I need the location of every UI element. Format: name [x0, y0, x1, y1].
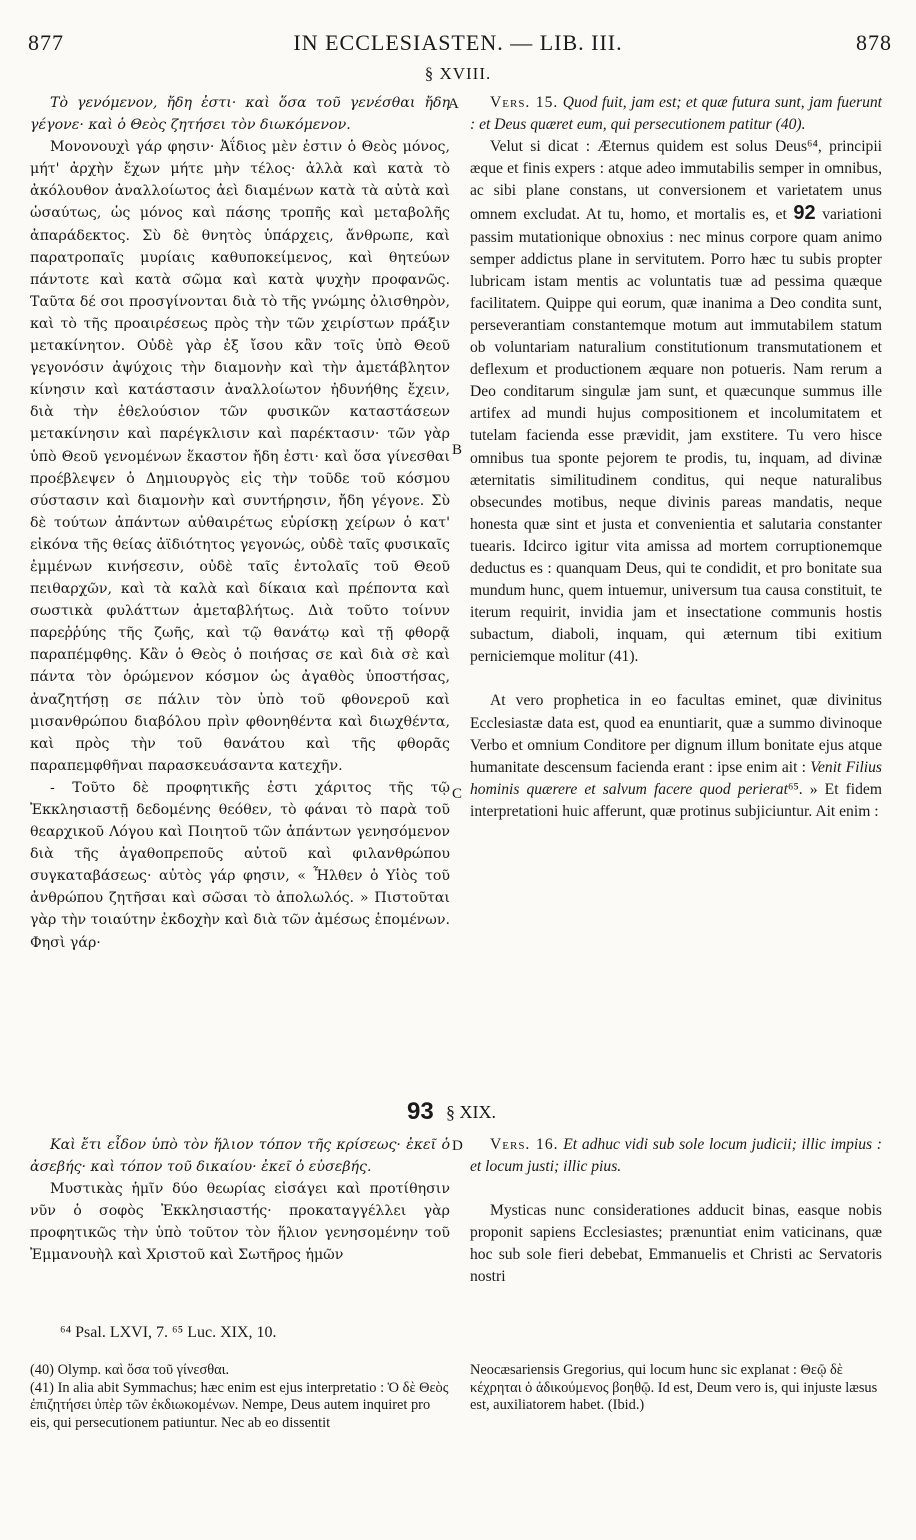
latin-paragraph-1: [470, 136, 882, 668]
section-heading-18: § XVIII.: [424, 64, 492, 83]
greek-paragraph-1: Μονονουχὶ γάρ φησιν· Ἀΐδιος μὲν ἐστιν ὁ Θεὸς μόνος, μήτ' ἀρχὴν ἔχων μήτε μὴν τέλος· ἀλλὰ καὶ κατὰ τὸ ἀκόλουθον ἀναλλοίωτος ἀεὶ διαμένων κατὰ τὰ αὐτὰ καὶ ὡσαύτως, ὡς μόνος καὶ πάσης τροπῆς καὶ μεταβολῆς ἀπαράδεκτος. Σὺ δὲ θνητὸς ὑπάρχεις, ἄνθρωπε, καὶ παρατροπαῖς μυρίαις καθυποκείμενος, καὶ θητεύων πάντοτε καὶ κατὰ σῶμα καὶ κατὰ ψυχὴν προφανῶς. Ταῦτα δέ σοι προσγίνονται διὰ τὸ τῆς γνώμης ὀλισθηρὸν, καὶ τὸ τῆς προαιρέσεως πρὸς τὴν τῶν χειρίστων πράξιν μετακίνητον. Οὐδὲ γὰρ ἐξ ἴσου κἂν τοῖς ὑπὸ Θεοῦ γεγονόσιν ἀψύχοις τὴν διαμονὴν καὶ τὴν ἀμετάβλητον κίνησιν καὶ κατάστασιν ἀναλλοίωτον ἠδυνήθης ἔχειν, διὰ τὴν ἐθελούσιον τῶν φυσικῶν καταστάσεων μετακίνησιν καὶ παρέγκλισιν καὶ παρέκτασιν· τῶν γὰρ ὑπὸ Θεοῦ γενομένων ἕκαστον ἤδη ἐστι· καὶ ὅσα γίνεσθαι προέβλεψεν ὁ Δημιουργὸς εἰς τὴν τοῦδε τοῦ κόσμου σύστασιν καὶ διαμονὴν καὶ συντήρησιν, ἤδη γέγονε. Σὺ δὲ τούτων ἁπάντων αὐθαιρέτως εὑρίσκῃ χείρων ὁ κατ' εἰκόνα τῆς θείας ἀϊδιότητος γεγονώς, οὐδὲ ταῖς φυσικαῖς ἐμμένων κινήσεσιν, οὐδὲ ταῖς ἐντολαῖς τοῦ Θεοῦ πειθαρχῶν, καὶ τὰ καλὰ καὶ δίκαια καὶ πρέποντα καὶ σωστικὰ φυλάττων ἀμεταβλήτως. Διὰ τοῦτο τοίνυν παρεῤῥύης τῆς ζωῆς, καὶ τῷ θανάτῳ καὶ τῇ φθορᾷ παραπέμφθης. Κἂν ὁ Θεὸς ὁ ποιήσας σε καὶ διὰ σὲ καὶ πάντα τὸν ὁρώμενον κόσμον ὡς ἀγαθὸς ὑποστήσας, ἀναζητήσῃ σε πάλιν τὸν ὑπὸ τοῦ φθονεροῦ καὶ μισανθρώπου διαβόλου πρὶν φθονηθέντα καὶ διωχθέντα, καὶ πρὸς τὴν τοῦ θανάτου καὶ τῆς φθορᾶς παραπεμφθῆναι παρασκευάσαντα κατεχῆν.: [30, 139, 450, 774]
greek-lemma-18: Τὸ γενόμενον, ἤδη ἐστι· καὶ ὅσα τοῦ γενέσθαι ἤδη γέγονε· καὶ ὁ Θεὸς ζητήσει τὸν διωκόμενον.: [30, 95, 450, 134]
section-heading-19: § XIX.: [446, 1102, 496, 1122]
latin-paragraph-2-text: At vero prophetica in eo facultas eminet, quæ divinitus Ecclesiastæ data est, quod ea enuntiarit, quæ a summo divinoque Verbo et omnium Conditore per dignum illum bonitate ejus atque humanitate descensum facienda erant : ipse enim ait :: [470, 692, 882, 776]
running-header: [0, 0, 916, 60]
column-marker-92: 92: [793, 202, 816, 225]
latin-paragraph-19: Mysticas nunc considerationes adducit binas, easque nobis proponit sapiens Ecclesiastes; prænuntiat enim vaticinans, quæ hoc sub sole fieri debebat, Emmanuelis et Christi ac Servatoris nostri: [470, 1202, 882, 1286]
verse-text-16: Et adhuc vidi sub sole locum judicii; illic impius : et locum justi; illic pius.: [470, 1136, 882, 1176]
column-marker-93: 93: [407, 1098, 434, 1125]
greek-column-18: [30, 92, 450, 954]
latin-verse-19: [470, 1134, 882, 1178]
greek-paragraph-19: Μυστικὰς ἡμῖν δύο θεωρίας εἰσάγει καὶ προτίθησιν νῦν ὁ σοφὸς Ἐκκλησιαστής· προκαταγγέλλει γὰρ προφητικῶς τὴν ὑπὸ τοῦτον τὸν ἥλιον γενησομένην τοῦ Ἐμμανουὴλ καὶ Χριστοῦ καὶ Σωτῆρος ἡμῶν: [30, 1181, 450, 1264]
latin-paragraph-1-part-a: Velut si dicat : Æternus quidem est solus Deus⁶⁴, principii æque et finis expers : atque adeo immutabilis semper in omnibus, ac sibi plane constans, ut conversionem et varietatem unus omnem excludat. At tu, homo, et mortalis es, et: [470, 138, 882, 224]
latin-quote: Venit Filius hominis quærere et salvum facere quod perierat: [470, 758, 882, 798]
greek-lemma-19: Καὶ ἔτι εἶδον ὑπὸ τὸν ἥλιον τόπον τῆς κρίσεως· ἐκεῖ ὁ ἀσεβής· καὶ τόπον τοῦ δικαίου· ἐκεῖ ὁ εὐσεβής.: [30, 1137, 450, 1176]
verse-label-16: Vers. 16.: [490, 1136, 559, 1153]
latin-column-18: [470, 92, 882, 823]
greek-paragraph-2: - Τοῦτο δὲ προφητικῆς ἐστι χάριτος τῆς τῷ Ἐκκλησιαστῇ δεδομένης θεόθεν, τὸ φάναι τὸ παρὰ τοῦ θεαρχικοῦ Λόγου καὶ Ποιητοῦ τῶν ἁπάντων γενησόμενον διὰ τῆς ἀγαθοπρεποῦς αὐτοῦ καὶ φιλανθρώπου συγκαταβάσεως· αὐτὸς γάρ φησιν, « Ἦλθεν ὁ Υἱὸς τοῦ ἀνθρώπου ζητῆσαι καὶ σῶσαι τὸ ἀπολωλός. » Πιστοῦται γὰρ τὴν τοιαύτην ἐκδοχὴν καὶ διὰ τῶν ἀμέσως ἑπομένων. Φησὶ γάρ·: [30, 779, 450, 951]
greek-column-19: [30, 1134, 450, 1267]
running-title: IN ECCLESIASTEN. — LIB. III.: [293, 30, 623, 55]
margin-letter-a: A: [448, 96, 459, 112]
footnotes-left: [30, 1362, 452, 1432]
latin-paragraph-1-part-b: variationi passim mutationique obnoxius : nec minus corpore quam animo semper addictus plane in servitutem. Porro hæc tu subis propter lubricam istam mentis ac voluntatis tuæ ad pessima quæque facilitatem. Quippe qui eorum, quæ inanima a Deo condita sunt, perseverantiam constantemque motum aut immutabilem statum ob voluntariam naturalium constitutionum transmutationem et deflexum et productionem æquare non potueris. Nam rerum a Deo conditarum singulæ jam sunt, et quæcunque summus ille artifex ad mundi hujus compositionem et incolumitatem et tutelam facienda esse prævidit, jam exstitere. Tu vero hisce omnibus tua sponte pejorem te prodis, tu, inquam, ad divinæ æternitatis similitudinem conditus, qui neque naturalibus obsecundes motibus, neque divinis pareas mandatis, neque honesta quæ sint et justa et convenientia et salutaria constanter tuearis. Idcirco igitur vita amissa ad mortem corruptionemque deductus es : quanquam Deus, qui te condidit, et pro bonitate sua mundum hunc, quem intuemur, universum tua causa constituit, te iterum requirit, invidia jam et insectatione communis hostis subactum, diaboli, inquam, qui æternum tibi exitium perniciemque molitur (41).: [470, 206, 882, 666]
page-number-right: 878: [856, 30, 892, 55]
latin-paragraph-2: [470, 690, 882, 823]
verse-text-15: Quod fuit, jam est; et quæ futura sunt, jam fuerunt : et Deus quæret eum, qui persecutionem patitur (40).: [470, 94, 882, 134]
footnote-40: (40) Olymp. καὶ ὅσα τοῦ γίνεσθαι.: [30, 1362, 230, 1378]
latin-paragraph-2-tail: ⁶⁵. » Et fidem interpretationi huic afferunt, quæ protinus subjiciuntur. Ait enim :: [470, 780, 882, 820]
margin-letter-c: C: [452, 786, 463, 802]
latin-verse-18: [470, 92, 882, 136]
footnote-41: (41) In alia abit Symmachus; hæc enim est ejus interpretatio : Ὁ δὲ Θεὸς ἐπιζητήσει ὑπὲρ τῶν ἐκδιωκομένων. Nempe, Deus autem inquiret pro eis, qui persecutionem patiuntur. Nec ab eo dissentit: [30, 1379, 449, 1431]
footnotes-right: [470, 1362, 882, 1415]
latin-column-19: [470, 1134, 882, 1289]
page-number-left: 877: [28, 30, 64, 55]
scripture-references: ⁶⁴ Psal. LXVI, 7. ⁶⁵ Luc. XIX, 10.: [60, 1324, 277, 1341]
margin-letter-d: D: [452, 1138, 463, 1154]
footnote-41-continued: Neocæsariensis Gregorius, qui locum hunc sic explanat : Θεῷ δὲ κέχρηται ὁ ἀδικούμενος βοηθῷ. Id est, Deum vero is, qui injuste læsus est, auxiliatorem habet. (Ibid.): [470, 1362, 878, 1413]
margin-letter-b: B: [452, 442, 463, 458]
verse-label-15: Vers. 15.: [490, 94, 559, 111]
